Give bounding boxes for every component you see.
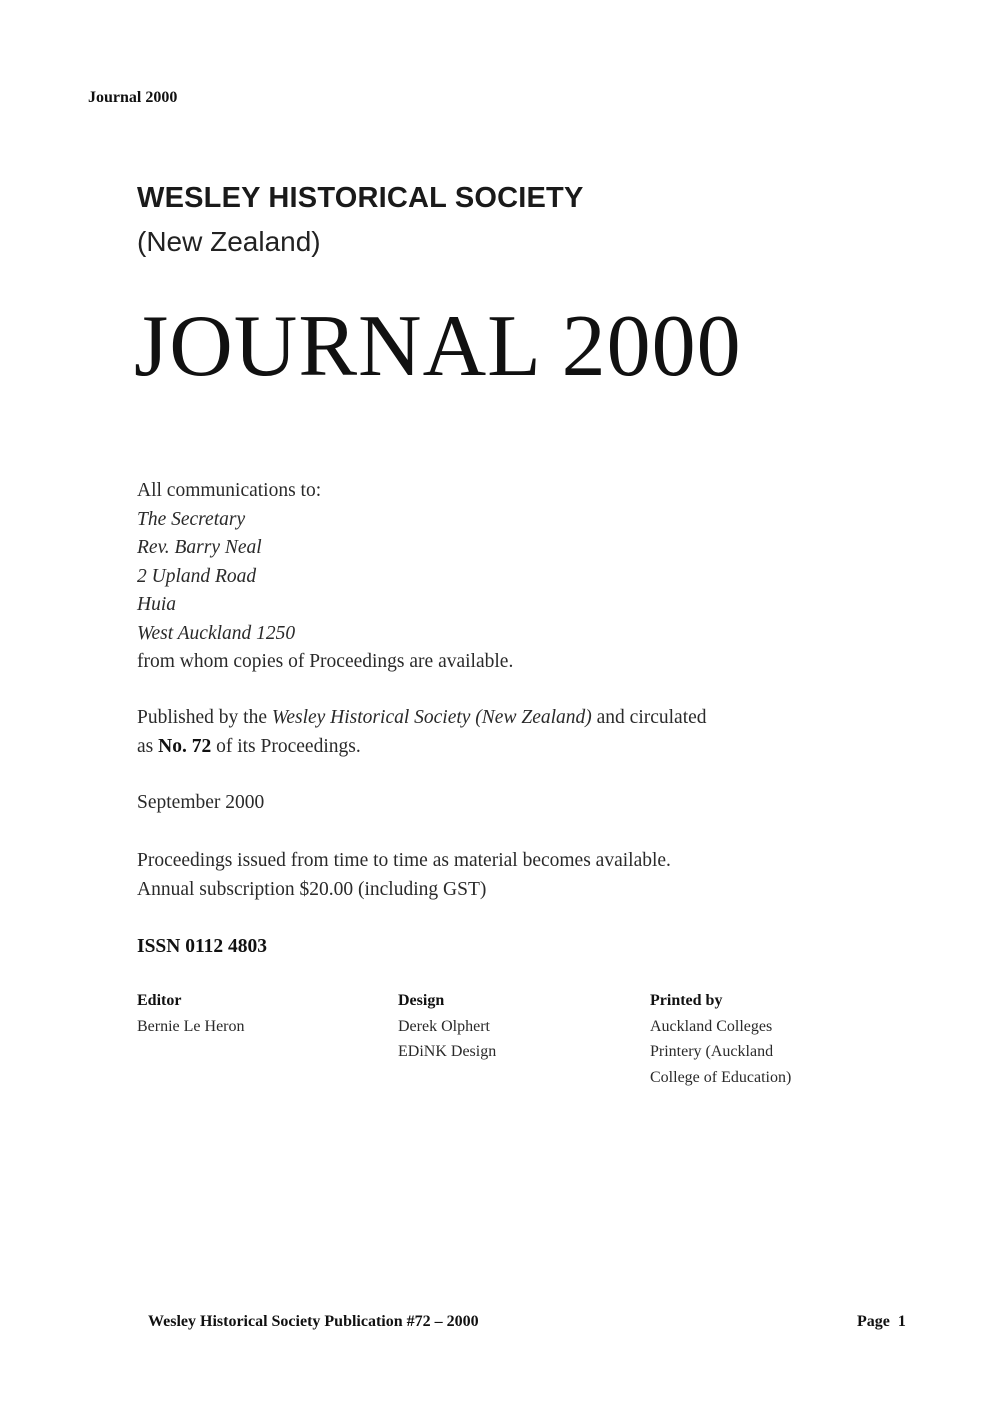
running-header: Journal 2000 (88, 89, 178, 106)
credit-name: Bernie Le Heron (137, 1017, 245, 1035)
pub-mid: and circulated (591, 707, 707, 728)
credit-role: Design (398, 992, 445, 1009)
publication-date: September 2000 (137, 792, 265, 813)
pub-prefix: Published by the (137, 707, 272, 728)
credit-design (398, 988, 496, 1065)
credit-printer (650, 988, 791, 1090)
society-country: (New Zealand) (137, 226, 321, 257)
publication-note (137, 704, 707, 761)
contact-intro: All communications to: (137, 480, 322, 501)
issn: ISSN 0112 4803 (137, 936, 268, 957)
address-line: West Auckland 1250 (137, 622, 296, 644)
proceedings-number: No. 72 (158, 735, 212, 757)
subscription-line2: Annual subscription $20.00 (including GST) (137, 878, 487, 900)
credit-name: Auckland Colleges (650, 1017, 773, 1035)
contact-block (137, 477, 513, 677)
publisher-name: Wesley Historical Society (New Zealand) (271, 707, 592, 728)
subscription-note (137, 847, 671, 904)
pub-line2-prefix: as (137, 735, 159, 757)
credit-name: EDiNK Design (398, 1043, 497, 1060)
pub-line2-suffix: of its Proceedings. (211, 735, 361, 757)
page-number: Page 1 (857, 1313, 906, 1330)
address-line: Rev. Barry Neal (137, 537, 262, 558)
credit-role: Printed by (650, 992, 723, 1009)
address-line: 2 Upland Road (137, 565, 257, 587)
footer-publication: Wesley Historical Society Publication #72 – 2000 (148, 1313, 479, 1330)
subscription-line1: Proceedings issued from time to time as material becomes available. (137, 850, 671, 871)
credit-name: College of Education) (650, 1068, 792, 1086)
address-line: Huia (137, 594, 176, 615)
journal-title: JOURNAL 2000 (134, 298, 742, 395)
credit-name: Printery (Auckland (650, 1043, 774, 1060)
society-name: WESLEY HISTORICAL SOCIETY (137, 182, 584, 214)
credit-role: Editor (137, 992, 182, 1009)
address-line: The Secretary (137, 508, 246, 530)
credit-editor (137, 988, 245, 1039)
contact-outro: from whom copies of Proceedings are available. (137, 651, 514, 672)
credit-name: Derek Olphert (398, 1017, 490, 1035)
